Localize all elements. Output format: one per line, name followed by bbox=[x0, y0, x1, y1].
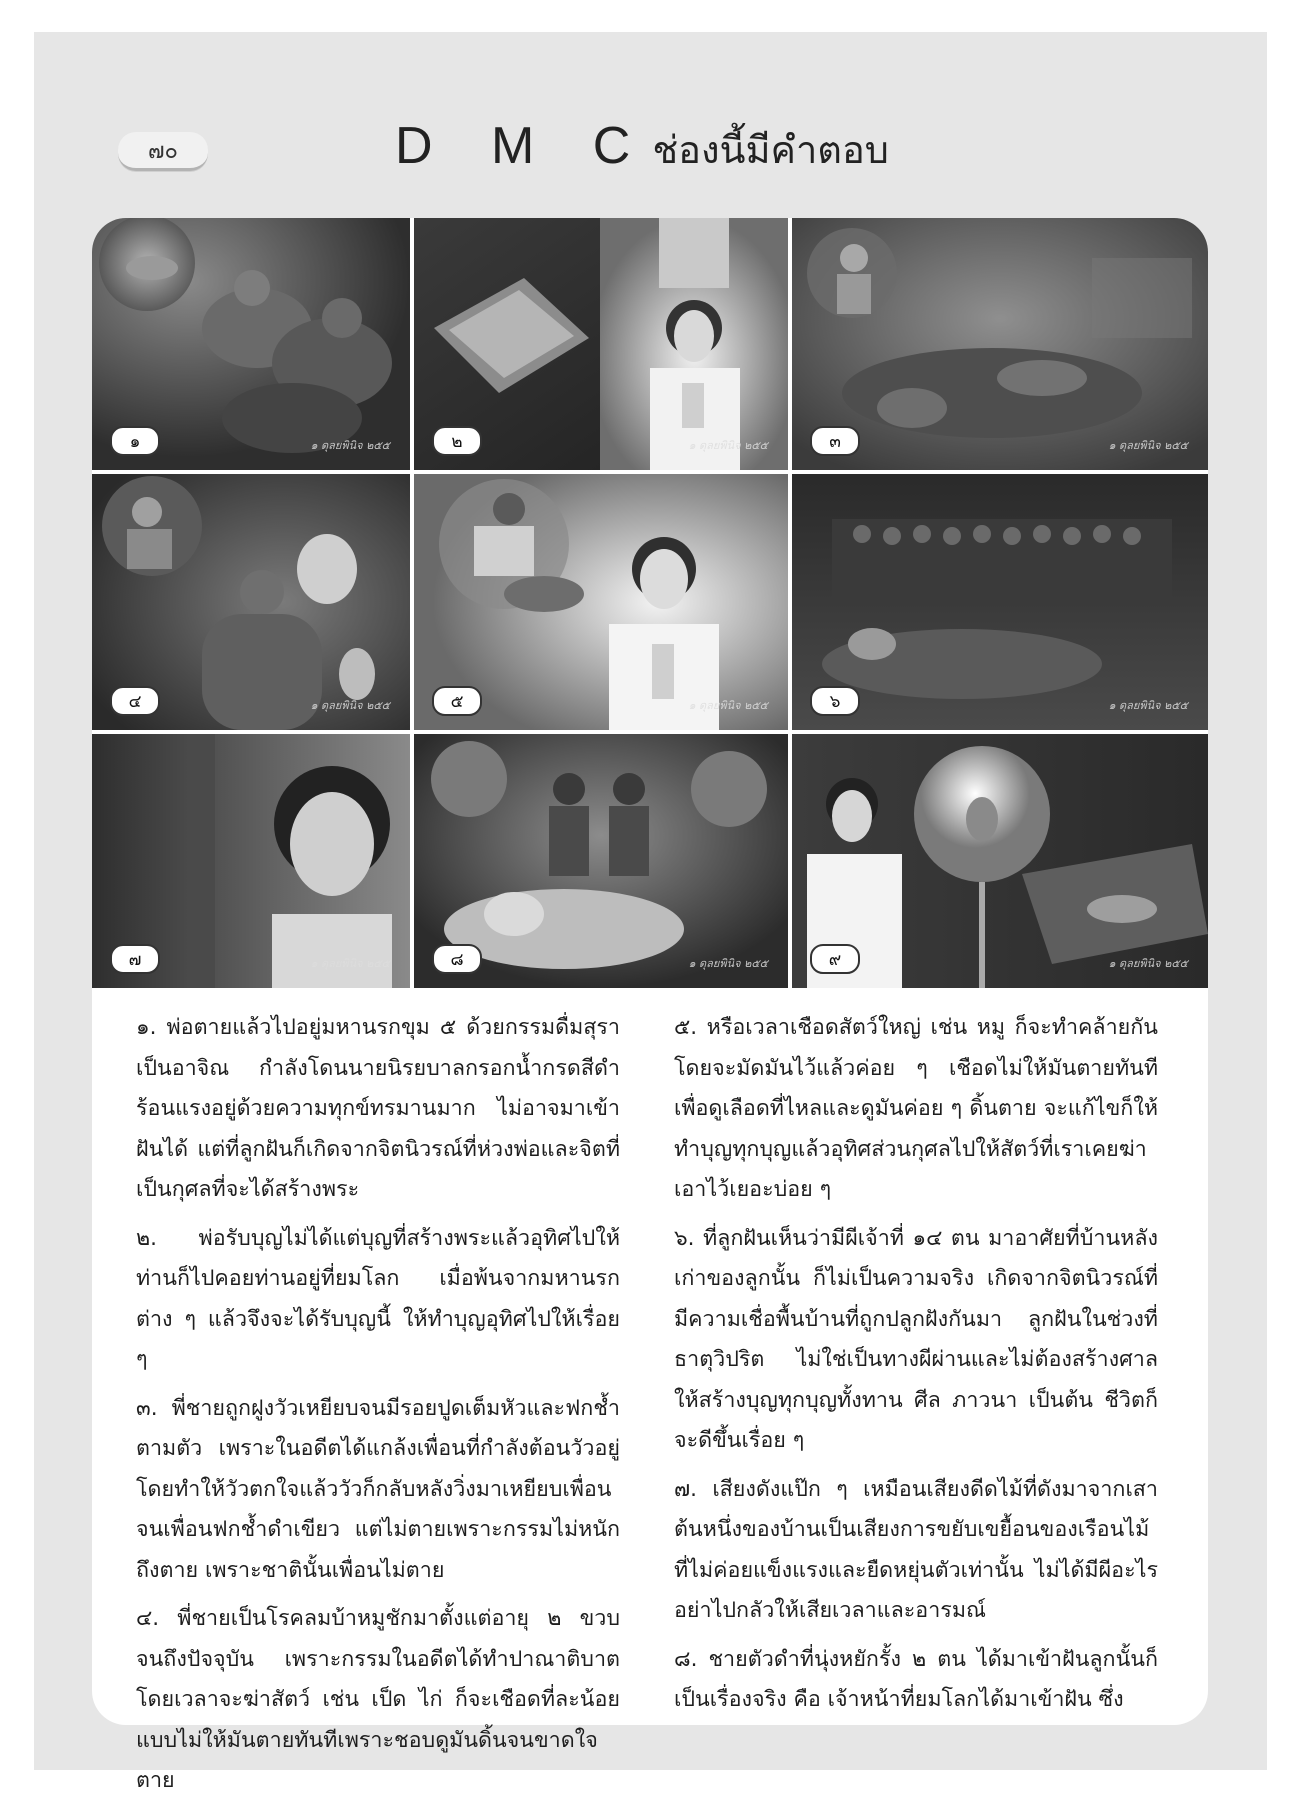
answer-8: ๘. ชายตัวดำที่นุ่งหยักรั้ง ๒ ตน ได้มาเข้าฝันลูกนั้นก็เป็นเรื่องจริง คือ เจ้าหน้าที่ยมโลกได้มาเข้าฝัน ซึ่ง bbox=[674, 1646, 1158, 1712]
answer-7: ๗. เสียงดังแป๊ก ๆ เหมือนเสียงดีดไม้ที่ดังมาจากเสาต้นหนึ่งของบ้านเป็นเสียงการขยับเขยื้อนของเรือนไม้ที่ไม่ค่อยแข็งแรงและยืดหยุ่นตัวเท่านั้น ไม่ได้มีผีอะไร อย่าไปกลัวให้เสียเวลาและอารมณ์ bbox=[674, 1476, 1158, 1623]
answer-3: ๓. พี่ชายถูกฝูงวัวเหยียบจนมีรอยปูดเต็มหัวและฟกช้ำตามตัว เพราะในอดีตได้แกล้งเพื่อนที่กำลังต้อนวัวอยู่ โดยทำให้วัวตกใจแล้ววัวก็กลับหลังวิ่งมาเหยียบเพื่อนจนเพื่อนฟกช้ำดำเขียว แต่ไม่ตายเพราะกรรมไม่หนักถึงตาย เพราะชาตินั้นเพื่อนไม่ตาย bbox=[136, 1395, 620, 1583]
illustration-8-label: ๘ bbox=[432, 944, 482, 974]
illustration-4-label: ๔ bbox=[110, 686, 160, 716]
illustration-3 bbox=[792, 218, 1208, 470]
illustration-2-label: ๒ bbox=[432, 426, 482, 456]
illustration-9-watermark: ๑ ดุลยพินิจ ๒๕๕ bbox=[1108, 957, 1188, 970]
illustration-8-watermark: ๑ ดุลยพินิจ ๒๕๕ bbox=[688, 957, 768, 970]
title-thai: ช่องนี้มีคำตอบ bbox=[652, 128, 889, 172]
answer-2: ๒. พ่อรับบุญไม่ได้แต่บุญที่สร้างพระแล้วอุทิศไปให้ท่านก็ไปคอยท่านอยู่ที่ยมโลก เมื่อพ้นจากมหานรกต่าง ๆ แล้วจึงจะได้รับบุญนี้ ให้ทำบุญอุทิศไปให้เรื่อย ๆ bbox=[136, 1225, 620, 1372]
page-title bbox=[395, 116, 889, 176]
right-column bbox=[674, 1008, 1158, 1729]
page-number: ๗๐ bbox=[148, 138, 178, 164]
illustration-7 bbox=[92, 734, 410, 988]
illustration-9 bbox=[792, 734, 1208, 988]
page-number-tab bbox=[118, 132, 208, 171]
illustration-3-watermark: ๑ ดุลยพินิจ ๒๕๕ bbox=[1108, 439, 1188, 452]
left-column bbox=[136, 1008, 620, 1810]
illustration-2-watermark: ๑ ดุลยพินิจ ๒๕๕ bbox=[688, 439, 768, 452]
illustration-5 bbox=[414, 474, 788, 730]
answer-6: ๖. ที่ลูกฝันเห็นว่ามีผีเจ้าที่ ๑๔ ตน มาอาศัยที่บ้านหลังเก่าของลูกนั้น ก็ไม่เป็นความจริง เกิดจากจิตนิวรณ์ที่มีความเชื่อพื้นบ้านที่ถูกปลูกฝังกันมา ลูกฝันในช่วงที่ธาตุวิปริต ไม่ใช่เป็นทางผีผ่านและไม่ต้องสร้างศาล ให้สร้างบุญทุกบุญทั้งทาน ศีล ภาวนา เป็นต้น ชีวิตก็จะดีขึ้นเรื่อย ๆ bbox=[674, 1225, 1158, 1453]
illustration-8 bbox=[414, 734, 788, 988]
illustration-1-watermark: ๑ ดุลยพินิจ ๒๕๕ bbox=[310, 439, 390, 452]
illustration-5-watermark: ๑ ดุลยพินิจ ๒๕๕ bbox=[688, 699, 768, 712]
answer-5: ๕. หรือเวลาเชือดสัตว์ใหญ่ เช่น หมู ก็จะทำคล้ายกันโดยจะมัดมันไว้แล้วค่อย ๆ เชือดไม่ให้มันตายทันที เพื่อดูเลือดที่ไหลและดูมันค่อย ๆ ดิ้นตาย จะแก้ไขก็ให้ทำบุญทุกบุญแล้วอุทิศส่วนกุศลไปให้สัตว์ที่เราเคยฆ่าเอาไว้เยอะบ่อย ๆ bbox=[674, 1015, 1158, 1202]
illustration-4 bbox=[92, 474, 410, 730]
illustration-2 bbox=[414, 218, 788, 470]
illustration-9-label: ๙ bbox=[810, 944, 860, 974]
illustration-4-watermark: ๑ ดุลยพินิจ ๒๕๕ bbox=[310, 699, 390, 712]
illustration-6 bbox=[792, 474, 1208, 730]
illustration-6-label: ๖ bbox=[810, 686, 860, 716]
illustration-1 bbox=[92, 218, 410, 470]
content-card bbox=[92, 218, 1208, 1793]
illustration-5-label: ๕ bbox=[432, 686, 482, 716]
illustration-6-watermark: ๑ ดุลยพินิจ ๒๕๕ bbox=[1108, 699, 1188, 712]
illustration-1-label: ๑ bbox=[110, 426, 160, 456]
illustration-7-watermark: ๑ ดุลยพินิจ ๒๕๕ bbox=[310, 957, 390, 970]
answer-4: ๔. พี่ชายเป็นโรคลมบ้าหมูชักมาตั้งแต่อายุ ๒ ขวบจนถึงปัจจุบัน เพราะกรรมในอดีตได้ทำปาณาติบาต โดยเวลาจะฆ่าสัตว์ เช่น เป็ด ไก่ ก็จะเชือดที่ละน้อยแบบไม่ให้มันตายทันทีเพราะชอบดูมันดิ้นจนขาดใจตาย bbox=[136, 1606, 620, 1793]
answer-1: ๑. พ่อตายแล้วไปอยู่มหานรกขุม ๕ ด้วยกรรมดื่มสุราเป็นอาจิณ กำลังโดนนายนิรยบาลกรอกน้ำกรดสีดำร้อนแรงอยู่ด้วยความทุกข์ทรมานมาก ไม่อาจมาเข้าฝันได้ แต่ที่ลูกฝันก็เกิดจากจิตนิวรณ์ที่ห่วงพ่อและจิตที่เป็นกุศลที่จะได้สร้างพระ bbox=[136, 1015, 620, 1202]
illustration-3-label: ๓ bbox=[810, 426, 860, 456]
illustration-grid bbox=[92, 218, 1208, 988]
title-dmc: D M C bbox=[395, 117, 653, 175]
illustration-7-label: ๗ bbox=[110, 944, 160, 974]
